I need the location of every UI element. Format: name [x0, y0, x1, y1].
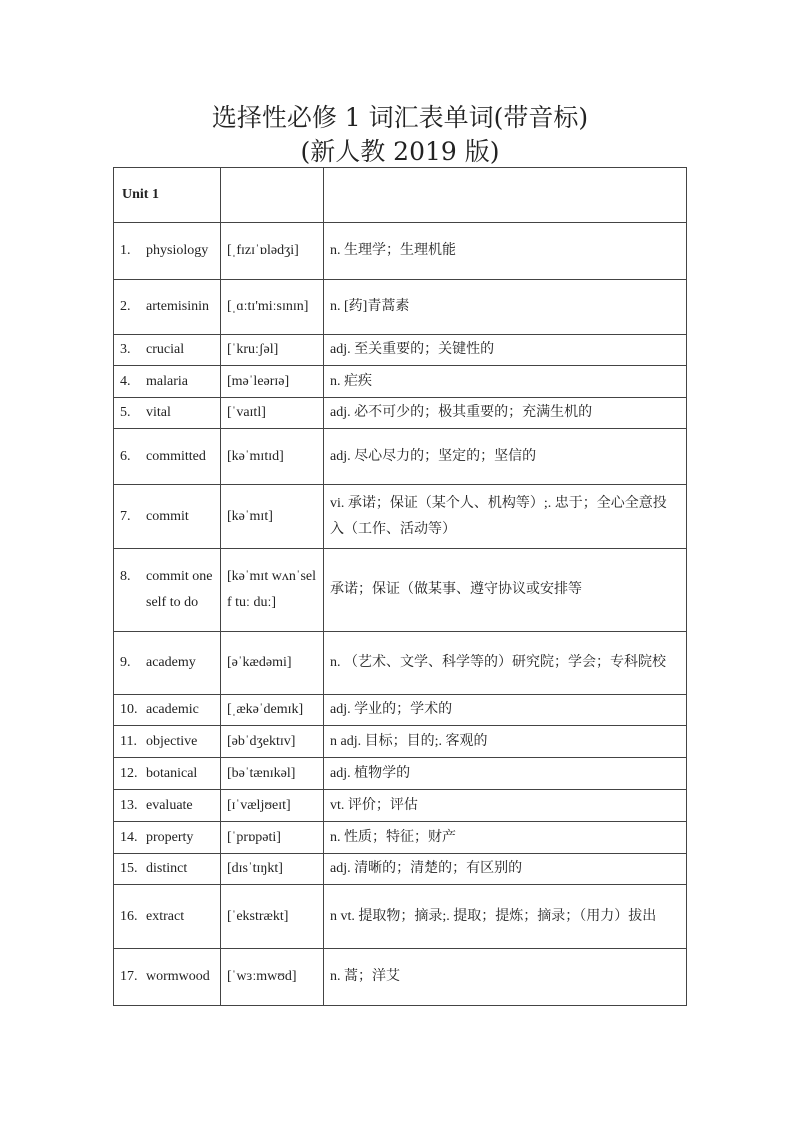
word-cell	[114, 366, 221, 398]
meaning-cell: vt. 评价；评估	[324, 790, 687, 822]
header-empty-cell	[221, 168, 324, 223]
table-row	[114, 758, 687, 790]
table-row	[114, 335, 687, 366]
phonetic-cell: [əbˈdʒektɪv]	[221, 726, 324, 758]
word-cell	[114, 632, 221, 695]
meaning-cell: n vt. 提取物；摘录;. 提取；提炼；摘录；（用力）拔出	[324, 885, 687, 949]
row-number: 1.	[120, 243, 131, 258]
vocabulary-table	[113, 167, 687, 1006]
meaning-cell: n. 疟疾	[324, 366, 687, 398]
row-number: 16.	[120, 908, 138, 924]
phonetic-cell: [bəˈtænɪkəl]	[221, 758, 324, 790]
row-number: 2.	[120, 299, 131, 314]
word-cell	[114, 758, 221, 790]
table-row	[114, 366, 687, 398]
table-row	[114, 429, 687, 485]
header-empty-cell	[324, 168, 687, 223]
meaning-cell: vi. 承诺；保证（某个人、机构等）;. 忠于；全心全意投入（工作、活动等）	[324, 485, 687, 549]
phonetic-cell: [məˈleərɪə]	[221, 366, 324, 398]
phonetic-cell: [ˈekstrækt]	[221, 885, 324, 949]
english-word: academic	[146, 702, 199, 717]
english-word: botanical	[146, 765, 198, 781]
table-row	[114, 549, 687, 632]
phonetic-cell: [kəˈmɪtɪd]	[221, 429, 324, 485]
row-number: 15.	[120, 861, 138, 876]
meaning-cell: n adj. 目标；目的;. 客观的	[324, 726, 687, 758]
word-cell	[114, 695, 221, 726]
meaning-cell: adj. 必不可少的；极其重要的；充满生机的	[324, 398, 687, 429]
row-number: 5.	[120, 405, 131, 420]
english-word: evaluate	[146, 797, 193, 813]
phonetic-cell: [əˈkædəmi]	[221, 632, 324, 695]
row-number: 10.	[120, 702, 138, 717]
english-word: objective	[146, 733, 198, 749]
meaning-cell: n. （艺术、文学、科学等的）研究院；学会；专科院校	[324, 632, 687, 695]
table-row	[114, 854, 687, 885]
english-word: academy	[146, 655, 196, 670]
table-row	[114, 726, 687, 758]
word-cell	[114, 822, 221, 854]
word-cell	[114, 726, 221, 758]
meaning-cell: adj. 学业的；学术的	[324, 695, 687, 726]
word-cell	[114, 885, 221, 949]
english-word: extract	[146, 908, 185, 924]
word-cell	[114, 854, 221, 885]
table-row	[114, 949, 687, 1006]
meaning-cell: n. 蒿；洋艾	[324, 949, 687, 1006]
table-row	[114, 632, 687, 695]
phonetic-cell: [ˌfɪzɪˈɒlədʒi]	[221, 223, 324, 280]
english-word: malaria	[146, 373, 188, 389]
english-word: vital	[146, 405, 171, 420]
table-row	[114, 695, 687, 726]
phonetic-cell: [ˈvaɪtl]	[221, 398, 324, 429]
word-cell	[114, 429, 221, 485]
unit-label: Unit 1	[114, 168, 221, 223]
row-number: 7.	[120, 508, 131, 524]
page-subtitle: (新人教 2019 版)	[300, 137, 500, 166]
word-cell	[114, 223, 221, 280]
row-number: 3.	[120, 342, 131, 357]
english-word: commit	[146, 508, 189, 524]
row-number: 12.	[120, 765, 138, 781]
table-row	[114, 485, 687, 549]
word-cell	[114, 549, 221, 632]
english-word: distinct	[146, 861, 188, 876]
table-row	[114, 223, 687, 280]
row-number: 17.	[120, 969, 138, 984]
word-cell	[114, 790, 221, 822]
row-number: 14.	[120, 829, 138, 845]
table-row	[114, 822, 687, 854]
phonetic-cell: [ˌækəˈdemɪk]	[221, 695, 324, 726]
english-word: property	[146, 829, 194, 845]
meaning-cell: adj. 清晰的；清楚的；有区别的	[324, 854, 687, 885]
row-number: 4.	[120, 373, 131, 389]
english-word: artemisinin	[146, 299, 209, 314]
phonetic-cell: [ˈkruːʃəl]	[221, 335, 324, 366]
row-number: 6.	[120, 448, 131, 464]
table-row	[114, 790, 687, 822]
meaning-cell: n. [药]青蒿素	[324, 280, 687, 335]
phonetic-cell: [kəˈmɪt wʌnˈself tuː duː]	[221, 549, 324, 632]
word-cell	[114, 485, 221, 549]
meaning-cell: n. 性质；特征；财产	[324, 822, 687, 854]
word-cell	[114, 949, 221, 1006]
phonetic-cell: [kəˈmɪt]	[221, 485, 324, 549]
english-word: crucial	[146, 342, 185, 357]
row-number: 11.	[120, 733, 137, 749]
table-row	[114, 885, 687, 949]
word-cell	[114, 335, 221, 366]
phonetic-cell: [ˌɑːtɪ'miːsɪnɪn]	[221, 280, 324, 335]
word-cell	[114, 280, 221, 335]
phonetic-cell: [dɪsˈtɪŋkt]	[221, 854, 324, 885]
phonetic-cell: [ˈprɒpəti]	[221, 822, 324, 854]
row-number: 8.	[120, 569, 131, 584]
meaning-cell: adj. 至关重要的；关键性的	[324, 335, 687, 366]
table-row	[114, 280, 687, 335]
unit-header-row	[114, 168, 687, 223]
meaning-cell: adj. 植物学的	[324, 758, 687, 790]
phonetic-cell: [ɪˈvæljʊeɪt]	[221, 790, 324, 822]
meaning-cell: adj. 尽心尽力的；坚定的；坚信的	[324, 429, 687, 485]
row-number: 9.	[120, 655, 131, 670]
english-word: committed	[146, 448, 206, 464]
english-word: wormwood	[146, 969, 210, 984]
meaning-cell: 承诺；保证（做某事、遵守协议或安排等	[324, 549, 687, 632]
meaning-cell: n. 生理学；生理机能	[324, 223, 687, 280]
page-title: 选择性必修 1 词汇表单词(带音标)	[211, 103, 589, 132]
word-cell	[114, 398, 221, 429]
english-word: physiology	[146, 243, 209, 258]
english-word: commit oneself to do	[146, 569, 213, 610]
table-row	[114, 398, 687, 429]
row-number: 13.	[120, 797, 138, 813]
phonetic-cell: [ˈwɜːmwʊd]	[221, 949, 324, 1006]
